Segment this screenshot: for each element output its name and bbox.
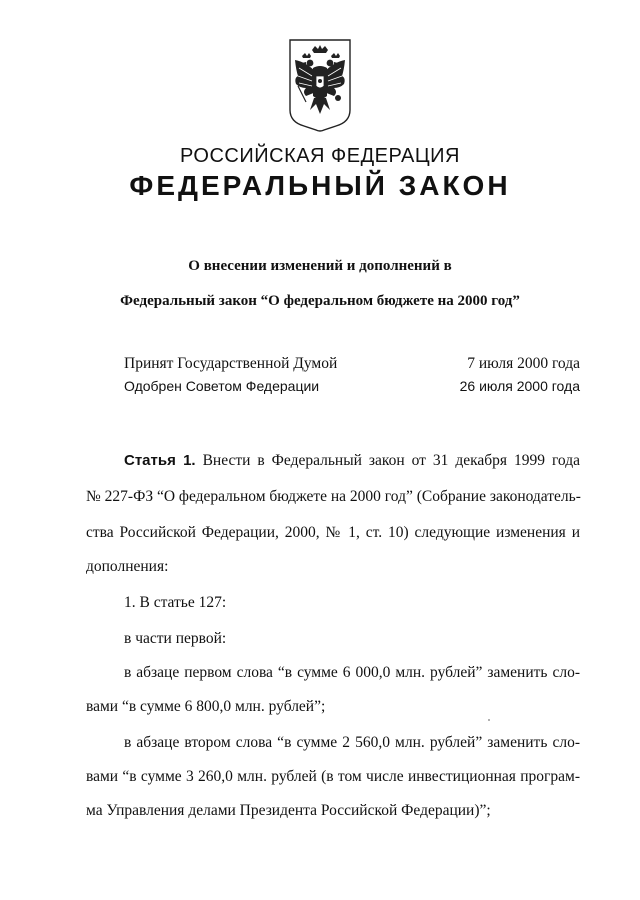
council-approval-label: Одобрен Советом Федерации (124, 378, 320, 394)
duma-adoption-label: Принят Государственной Думой (124, 355, 338, 372)
paragraph-2-line-1: в абзаце втором слова “в сумме 2 560,0 млн. рублей” заменить сло- (124, 734, 580, 751)
article-1-label: Статья 1. (124, 452, 196, 469)
scan-speck (488, 719, 490, 721)
part-one-heading: в части первой: (124, 630, 227, 647)
council-approval-date: 26 июля 2000 года (459, 378, 580, 394)
item-1: 1. В статье 127: (124, 594, 227, 611)
article-1-line-1 (124, 452, 580, 470)
article-1-line-2: № 227-ФЗ “О федеральном бюджете на 2000 год” (Собрание законодатель- (86, 488, 581, 505)
country-name: РОССИЙСКАЯ ФЕДЕРАЦИЯ (180, 145, 460, 167)
paragraph-2-line-3: ма Управления делами Президента Российской Федерации)”; (86, 802, 491, 819)
article-1-line-3: ства Российской Федерации, 2000, № 1, ст. 10) следующие изменения и (86, 524, 580, 541)
duma-adoption-date: 7 июля 2000 года (467, 355, 580, 372)
paragraph-1-line-2: вами “в сумме 6 800,0 млн. рублей”; (86, 698, 326, 715)
article-1-text-1: Внести в Федеральный закон от 31 декабря 1999 года (202, 452, 580, 469)
coat-of-arms-emblem (286, 36, 354, 136)
document-type: ФЕДЕРАЛЬНЫЙ ЗАКОН (129, 170, 511, 201)
paragraph-2-line-2: вами “в сумме 3 260,0 млн. рублей (в том числе инвестиционная програм- (86, 768, 580, 785)
article-1-line-4: дополнения: (86, 558, 169, 575)
paragraph-1-line-1: в абзаце первом слова “в сумме 6 000,0 млн. рублей” заменить сло- (124, 664, 580, 681)
law-title-line-2: Федеральный закон “О федеральном бюджете на 2000 год” (120, 293, 520, 309)
law-title-line-1: О внесении изменений и дополнений в (188, 258, 452, 274)
